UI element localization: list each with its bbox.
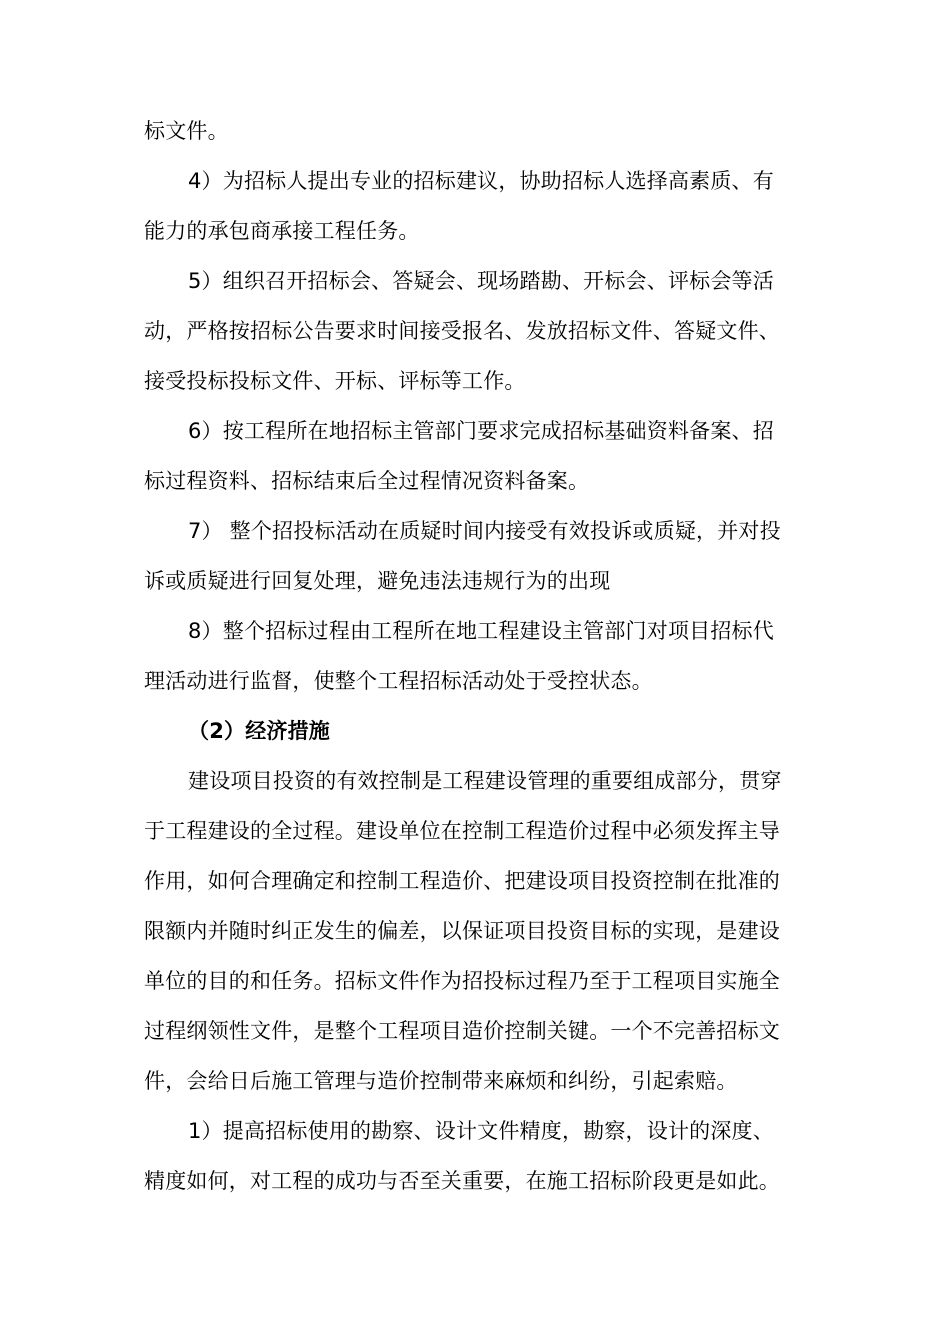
text-line: 单位的目的和任务。招标文件作为招投标过程乃至于工程项目实施全	[144, 969, 780, 993]
text-line: 1）提高招标使用的勘察、设计文件精度，勘察，设计的深度、	[188, 1119, 774, 1143]
section-heading: （2）经济措施	[188, 719, 331, 743]
text-line: 7） 整个招投标活动在质疑时间内接受有效投诉或质疑，并对投	[188, 519, 781, 543]
text-line: 标文件。	[144, 119, 229, 143]
text-line: 标过程资料、招标结束后全过程情况资料备案。	[144, 469, 590, 493]
text-line: 能力的承包商承接工程任务。	[144, 219, 420, 243]
text-line: 作用，如何合理确定和控制工程造价、把建设项目投资控制在批准的	[144, 869, 780, 893]
text-line: 4）为招标人提出专业的招标建议，协助招标人选择高素质、有	[188, 169, 774, 193]
text-line: 件，会给日后施工管理与造价控制带来麻烦和纠纷，引起索赔。	[144, 1069, 738, 1093]
text-line: 8）整个招标过程由工程所在地工程建设主管部门对项目招标代	[188, 619, 774, 643]
text-line: 6）按工程所在地招标主管部门要求完成招标基础资料备案、招	[188, 419, 774, 443]
text-line: 理活动进行监督，使整个工程招标活动处于受控状态。	[144, 669, 653, 693]
text-line: 动，严格按招标公告要求时间接受报名、发放招标文件、答疑文件、	[144, 319, 780, 343]
text-line: 诉或质疑进行回复处理，避免违法违规行为的出现	[144, 569, 611, 593]
text-line: 接受投标投标文件、开标、评标等工作。	[144, 369, 526, 393]
text-line: 过程纲领性文件，是整个工程项目造价控制关键。一个不完善招标文	[144, 1019, 780, 1043]
text-line: 限额内并随时纠正发生的偏差，以保证项目投资目标的实现，是建设	[144, 919, 780, 943]
text-line: 建设项目投资的有效控制是工程建设管理的重要组成部分，贯穿	[188, 769, 782, 793]
text-line: 精度如何，对工程的成功与否至关重要，在施工招标阶段更是如此。	[144, 1169, 780, 1193]
text-line: 于工程建设的全过程。建设单位在控制工程造价过程中必须发挥主导	[144, 819, 780, 843]
text-line: 5）组织召开招标会、答疑会、现场踏勘、开标会、评标会等活	[188, 269, 774, 293]
